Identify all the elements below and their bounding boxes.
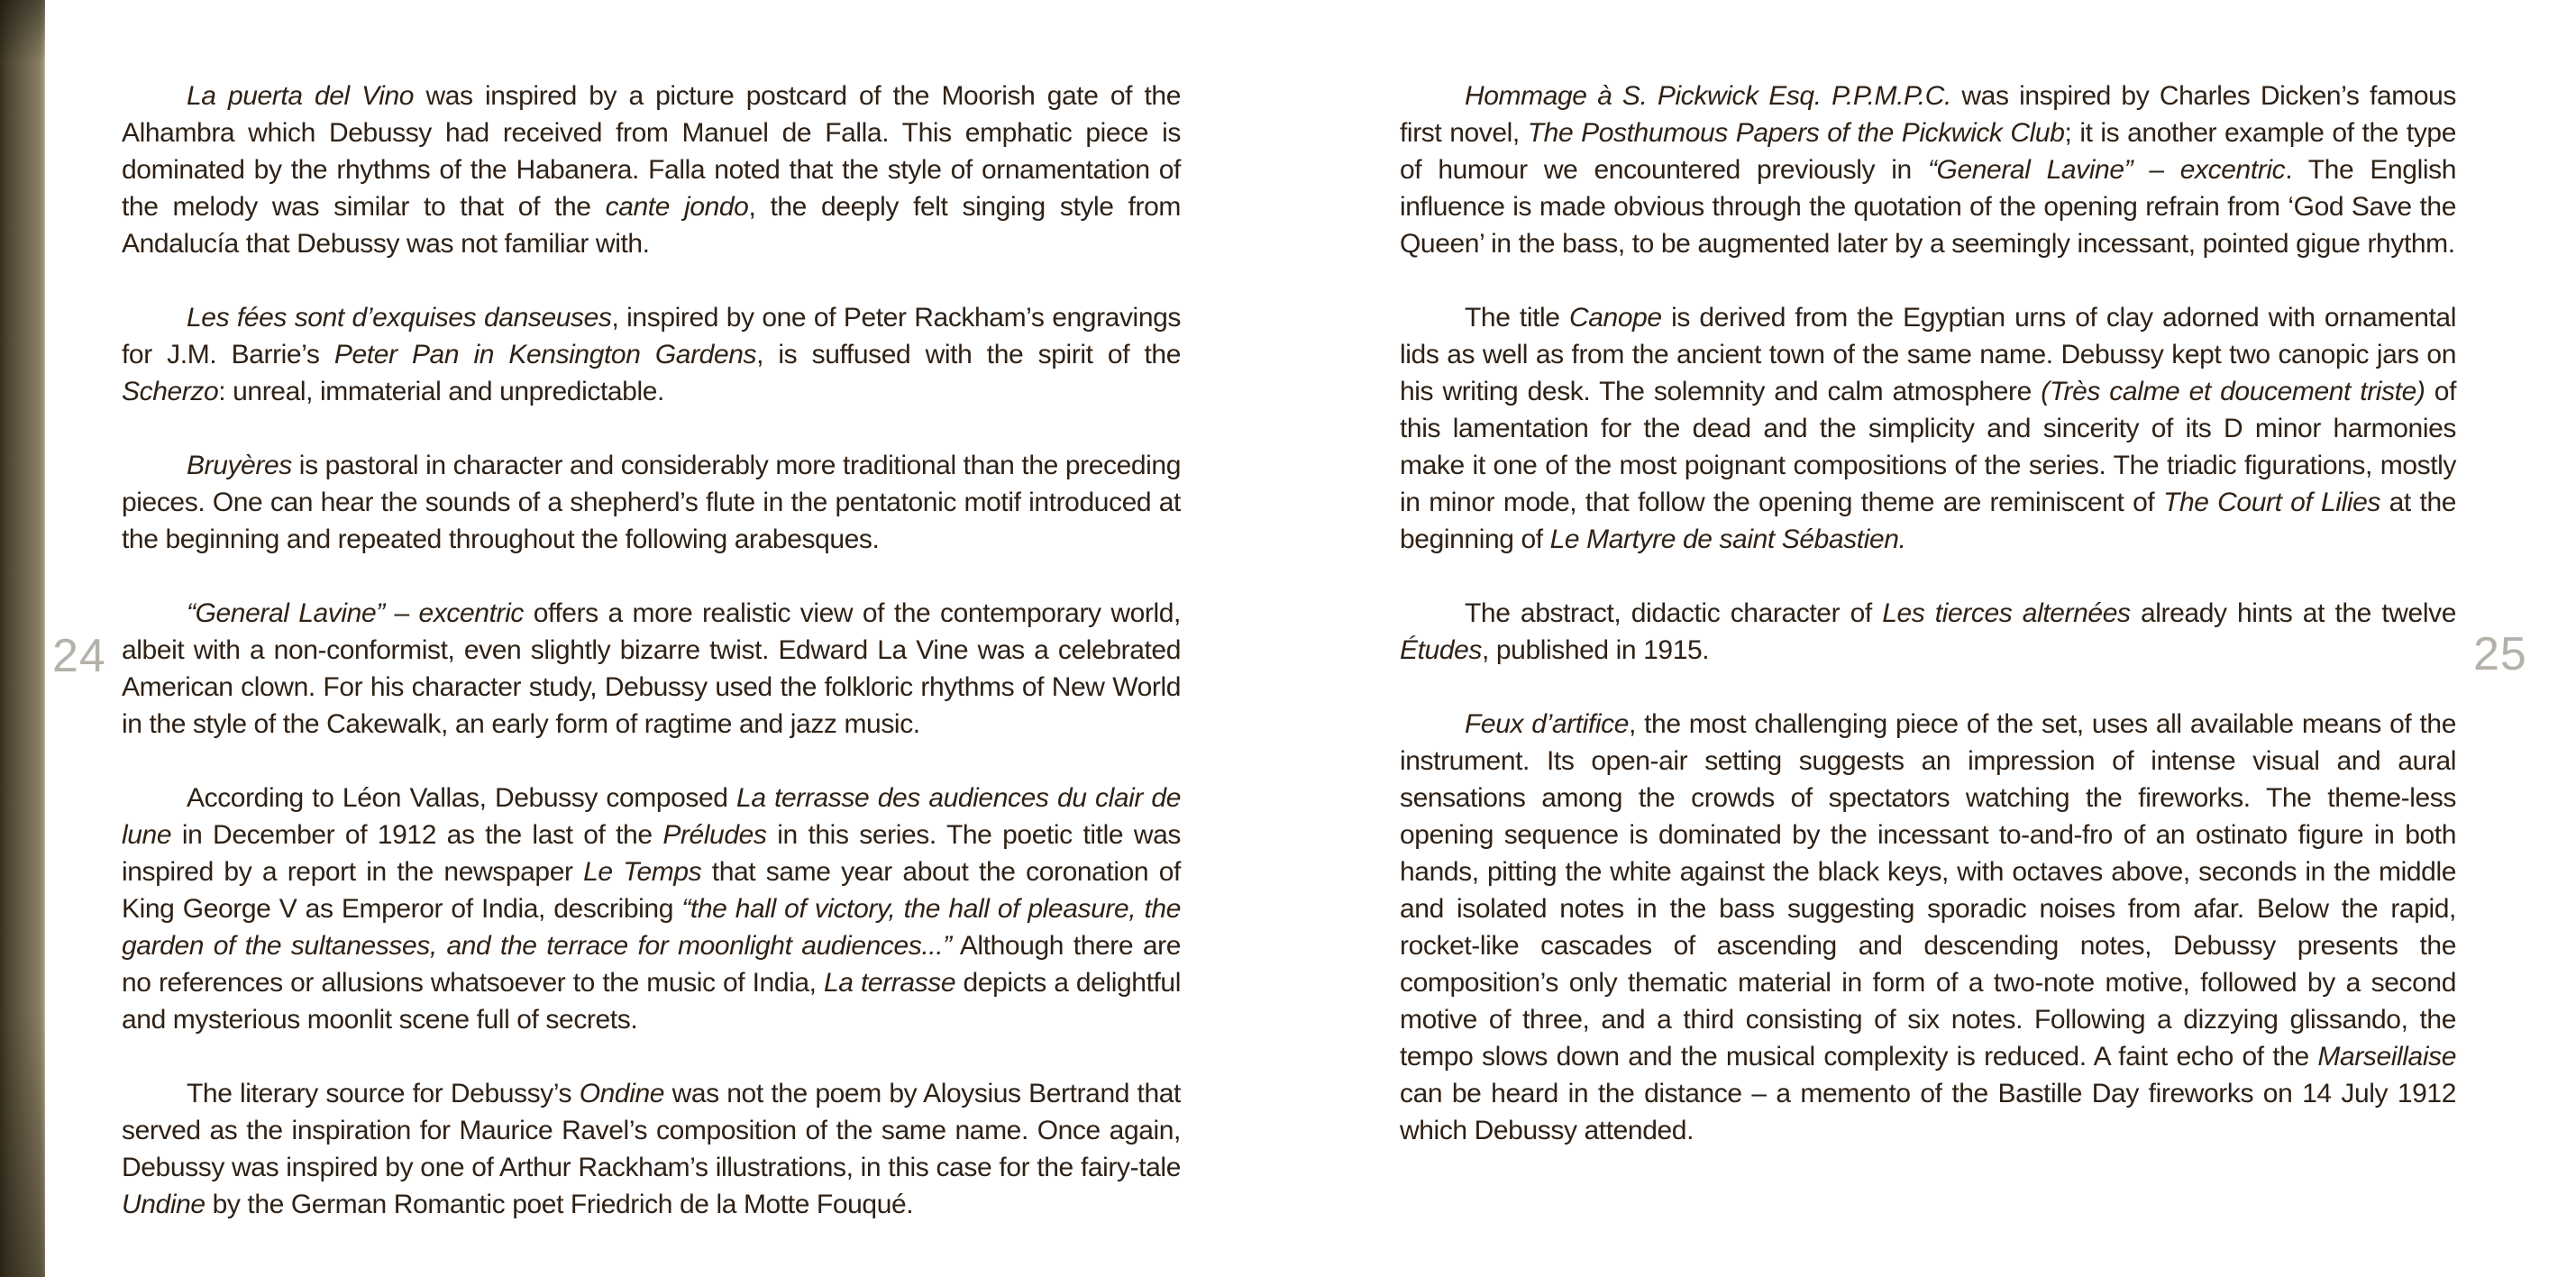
text-run: The literary source for Debussy’s [187,1079,580,1108]
text-run: The abstract, didactic character of [1465,598,1883,628]
paragraph [1400,78,2456,262]
text-run: depicts a delightful and mysterious moonlit scene full of secrets. [122,968,1181,1035]
paragraph [122,78,1181,262]
text-run: was not the poem by Aloysius Bertrand that served as the inspiration for Maurice Ravel’s composition of the same name. Once again, Debussy was inspired by one of Arthur Rackham’s illustrations, in this case for the fairy-tale [122,1079,1181,1182]
text-run: of this lamentation for the dead and the simplicity and sincerity of its D minor harmonies make it one of the most poignant compositions of the series. The triadic figurations, mostly in minor mode, that follow the opening theme are reminiscent of [1400,377,2457,517]
book-page-edge [0,0,45,1277]
italic-text-run: La terrasse des audiences du clair de lune [122,783,1181,850]
italic-text-run: Marseillaise [2317,1042,2456,1072]
text-run: was inspired by a picture postcard of the Moorish gate of the Alhambra which Debussy had received from Manuel de Falla. This emphatic piece is dominated by the rhythms of the Habanera. Falla noted that the style of ornamentation of the melody was similar to that of the [122,81,1181,222]
italic-text-run: “General Lavine” – excentric [1927,155,2286,185]
paragraph [122,595,1181,743]
text-run: that same year about the coronation of King George V as Emperor of India, describing [122,857,1181,924]
italic-text-run: La terrasse [824,968,956,998]
italic-text-run: Canope [1569,303,1662,333]
text-run: , inspired by one of Peter Rackham’s engravings for J.M. Barrie’s [122,303,1181,369]
italic-text-run: Scherzo [122,377,219,406]
italic-text-run: Hommage à S. Pickwick Esq. P.P.M.P.C. [1465,81,1951,111]
italic-text-run: Les fées sont d’exquises danseuses [187,303,612,333]
text-run: , is suffused with the spirit of the [756,340,1181,369]
text-run: ; it is another example of the type of humour we encountered previously in [1400,118,2456,185]
text-run: was inspired by Charles Dicken’s famous first novel, [1400,81,2456,148]
text-run: According to Léon Vallas, Debussy composed [187,783,737,813]
paragraph [122,780,1181,1038]
italic-text-run: Feux d’artifice [1465,709,1629,739]
italic-text-run: Les tierces alternées [1882,598,2131,628]
text-run: already hints at the twelve [2130,598,2456,628]
italic-text-run: Le Martyre de saint Sébastien. [1549,524,1906,554]
right-page-text-column [1400,78,2456,1186]
text-run: , the most challenging piece of the set, uses all available means of the instrument. Its open-air setting suggests an impression of intense visual and aural sensations among the crowds of spectators watching the fireworks. The theme-less opening sequence is dominated by the incessant to-and-fro of an ostinato figure in both hands, pitting the white against the black keys, with octaves above, seconds in the middle and isolated notes in the bass suggesting sporadic noises from afar. Below the rapid, rocket-like cascades of ascending and descending notes, Debussy presents the composition’s only thematic material in form of a two-note motive, followed by a second motive of three, and a third consisting of six notes. Following a dizzying glissando, the tempo slows down and the musical complexity is reduced. A faint echo of the [1400,709,2456,1072]
text-run: in December of 1912 as the last of the [171,820,663,850]
italic-text-run: Undine [122,1190,206,1219]
italic-text-run: cante jondo [605,192,749,222]
text-run: . The English influence is made obvious through the quotation of the opening refrain from ‘God Save the Queen’ in the bass, to be augmented later by a seemingly incessant, pointed gigue rhythm. [1400,155,2456,259]
italic-text-run: The Posthumous Papers of the Pickwick Club [1527,118,2065,148]
italic-text-run: Études [1400,635,1482,665]
italic-text-run: Peter Pan in Kensington Gardens [333,340,757,369]
text-run: , the deeply felt singing style from Andalucía that Debussy was not familiar with. [122,192,1181,259]
text-run: at the beginning of [1400,488,2457,554]
paragraph [1400,706,2456,1149]
paragraph [122,1075,1181,1223]
paragraph [1400,595,2456,669]
italic-text-run: Préludes [662,820,767,850]
text-run: : unreal, immaterial and unpredictable. [218,377,664,406]
text-run: in this series. The poetic title was inspired by a report in the newspaper [122,820,1181,887]
left-page-text-column [122,78,1181,1260]
italic-text-run: Ondine [579,1079,665,1108]
italic-text-run: The Court of Lilies [2163,488,2380,517]
page-number-left: 24 [52,630,106,682]
paragraph [122,447,1181,558]
italic-text-run: La puerta del Vino [187,81,415,111]
text-run: is pastoral in character and considerably more traditional than the preceding pieces. One can hear the sounds of a shepherd’s flute in the pentatonic motif introduced at the beginning and repeated throughout the following arabesques. [122,451,1181,554]
text-run: can be heard in the distance – a memento of the Bastille Day fireworks on 14 July 1912 which Debussy attended. [1400,1079,2456,1145]
text-run: Although there are no references or allusions whatsoever to the music of India, [122,931,1181,998]
text-run: by the German Romantic poet Friedrich de la Motte Fouqué. [205,1190,914,1219]
text-run: is derived from the Egyptian urns of clay adorned with ornamental lids as well as from the ancient town of the same name. Debussy kept two canopic jars on his writing desk. The solemnity and calm atmosphere [1400,303,2456,406]
text-run: The title [1465,303,1569,333]
text-run: , published in 1915. [1482,635,1710,665]
text-run: offers a more realistic view of the contemporary world, albeit with a non-conformist, even slightly bizarre twist. Edward La Vine was a celebrated American clown. For his character study, Debussy used the folkloric rhythms of New World in the style of the Cakewalk, an early form of ragtime and jazz music. [122,598,1181,739]
italic-text-run: “the hall of victory, the hall of pleasure, the garden of the sultanesses, and the terrace for moonlight audiences...” [122,894,1181,961]
italic-text-run: Bruyères [187,451,292,480]
page-number-right: 25 [2473,628,2527,680]
paragraph [122,299,1181,410]
italic-text-run: “General Lavine” – excentric [187,598,524,628]
italic-text-run: Le Temps [583,857,702,887]
paragraph [1400,299,2456,558]
italic-text-run: (Très calme et doucement triste) [2041,377,2425,406]
